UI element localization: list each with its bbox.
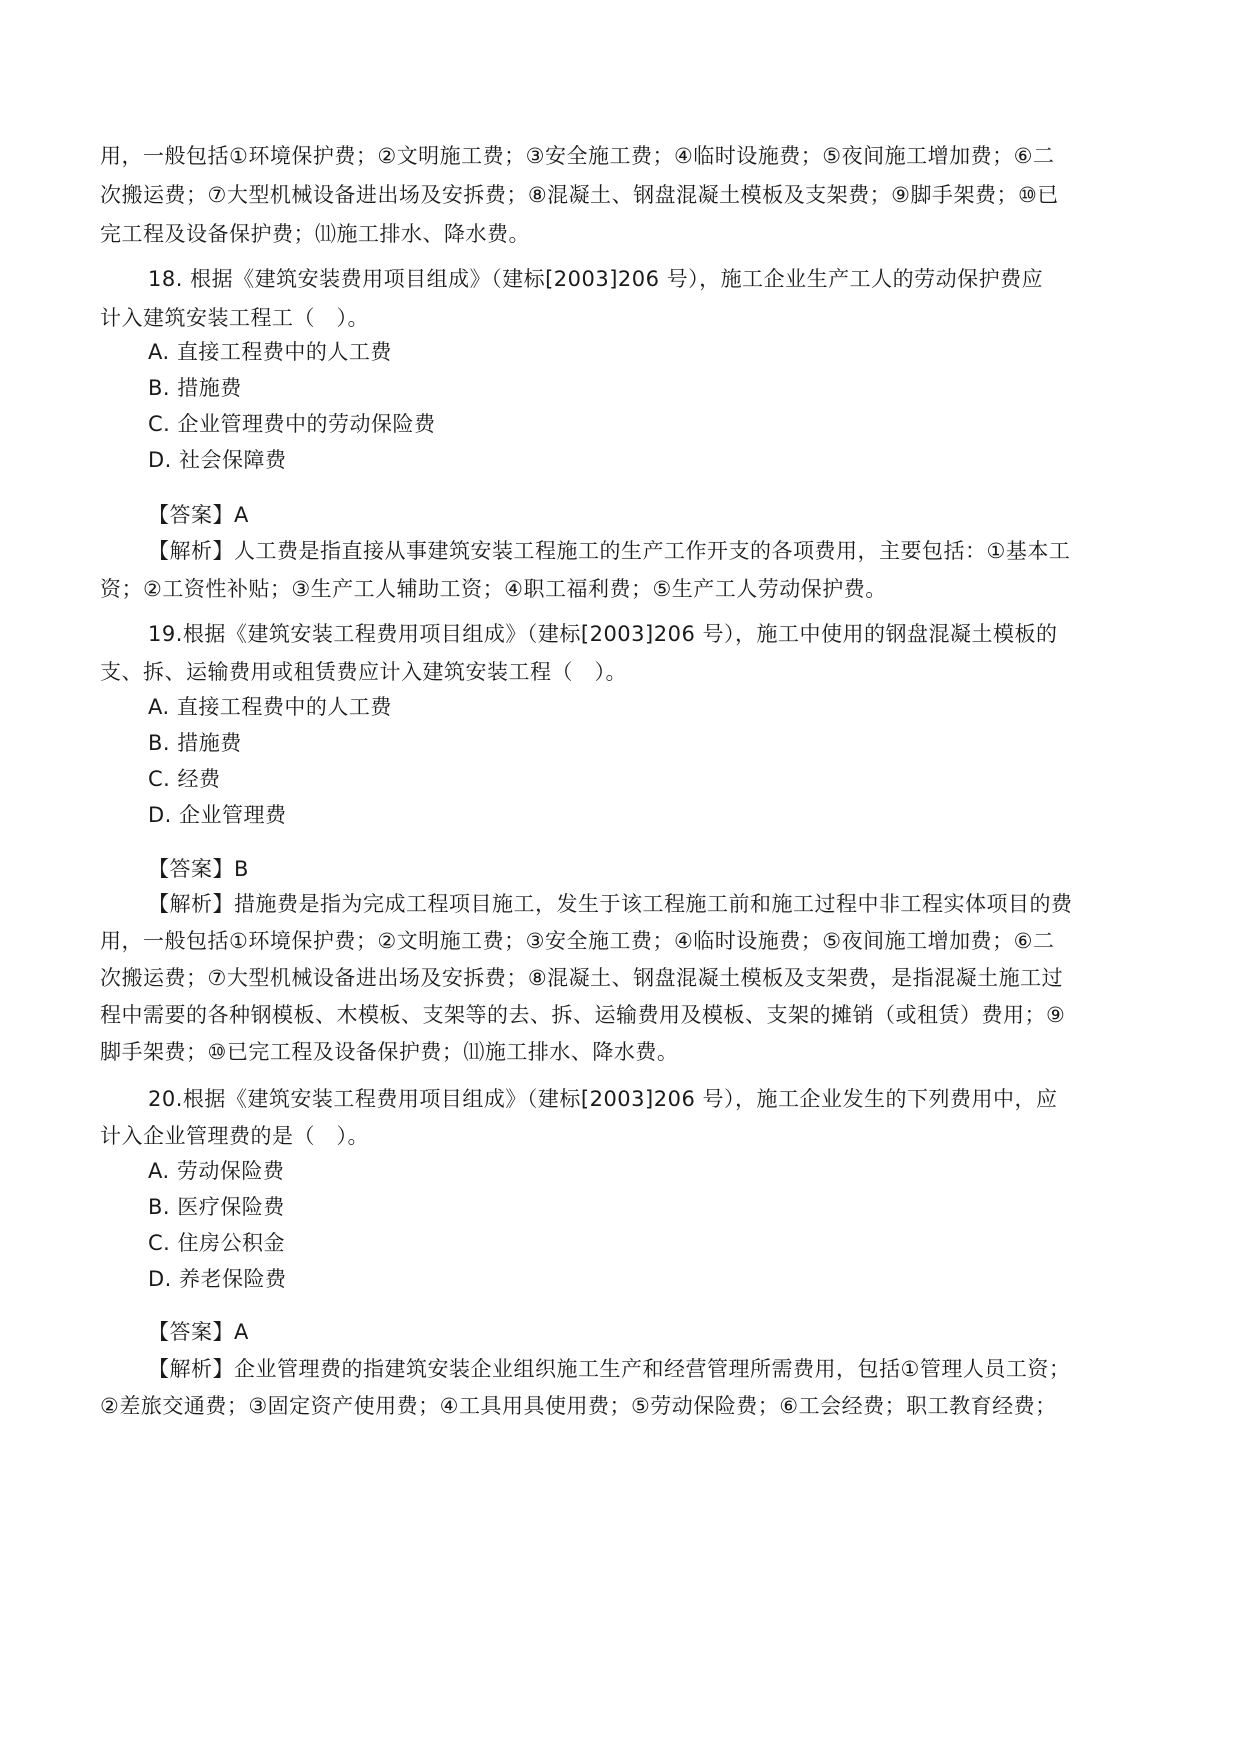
question-20-option-d: D. 养老保险费 xyxy=(148,1267,287,1291)
question-18-answer: 【答案】A xyxy=(148,503,249,527)
question-20-stem: 20.根据《建筑安装工程费用项目组成》（建标[2003]206 号），施工企业发生的下列费用中，应 xyxy=(148,1087,1058,1111)
question-18-stem: 18. 根据《建筑安装费用项目组成》（建标[2003]206 号），施工企业生产工人的劳动保护费应 xyxy=(148,267,1044,291)
question-19-stem: 支、拆、运输费用或租赁费应计入建筑安装工程（ ）。 xyxy=(100,660,627,684)
question-19-analysis: 【解析】措施费是指为完成工程项目施工，发生于该工程施工前和施工过程中非工程实体项目的费 xyxy=(148,892,1073,916)
question-18-option-d: D. 社会保障费 xyxy=(148,448,287,472)
question-18-analysis: 资；②工资性补贴；③生产工人辅助工资；④职工福利费；⑤生产工人劳动保护费。 xyxy=(100,577,887,601)
question-18-analysis: 【解析】人工费是指直接从事建筑安装工程施工的生产工作开支的各项费用，主要包括：①基本工 xyxy=(148,539,1071,563)
question-20-analysis: 【解析】企业管理费的指建筑安装企业组织施工生产和经营管理所需费用，包括①管理人员工资； xyxy=(148,1357,1071,1381)
intro-line: 用，一般包括①环境保护费；②文明施工费；③安全施工费；④临时设施费；⑤夜间施工增加费；⑥二 xyxy=(100,144,1055,168)
question-18-option-b: B. 措施费 xyxy=(148,376,242,400)
question-19-option-d: D. 企业管理费 xyxy=(148,803,287,827)
question-20-analysis: ②差旅交通费；③固定资产使用费；④工具用具使用费；⑤劳动保险费；⑥工会经费；职工教育经费； xyxy=(100,1394,1057,1418)
intro-line: 完工程及设备保护费；⑾施工排水、降水费。 xyxy=(100,222,530,246)
intro-line: 次搬运费；⑦大型机械设备进出场及安拆费；⑧混凝土、钢盘混凝土模板及支架费；⑨脚手架费；⑩已 xyxy=(100,183,1059,207)
question-19-option-c: C. 经费 xyxy=(148,767,221,791)
question-20-answer: 【答案】A xyxy=(148,1320,249,1344)
question-18-stem: 计入建筑安装工程工（ ）。 xyxy=(100,306,369,330)
question-19-analysis: 次搬运费；⑦大型机械设备进出场及安拆费；⑧混凝土、钢盘混凝土模板及支架费，是指混凝土施工过 xyxy=(100,966,1064,990)
question-19-analysis: 脚手架费；⑩已完工程及设备保护费；⑾施工排水、降水费。 xyxy=(100,1040,679,1064)
question-19-stem: 19.根据《建筑安装工程费用项目组成》（建标[2003]206 号），施工中使用的钢盘混凝土模板的 xyxy=(148,622,1058,646)
question-19-option-b: B. 措施费 xyxy=(148,731,242,755)
question-20-option-a: A. 劳动保险费 xyxy=(148,1159,285,1183)
question-19-analysis: 用，一般包括①环境保护费；②文明施工费；③安全施工费；④临时设施费；⑤夜间施工增加费；⑥二 xyxy=(100,929,1055,953)
question-19-answer: 【答案】B xyxy=(148,857,249,881)
question-18-option-c: C. 企业管理费中的劳动保险费 xyxy=(148,412,436,436)
question-19-analysis: 程中需要的各种钢模板、木模板、支架等的去、拆、运输费用及模板、支架的摊销（或租赁）费用；⑨ xyxy=(100,1003,1066,1027)
question-20-option-b: B. 医疗保险费 xyxy=(148,1195,285,1219)
question-18-option-a: A. 直接工程费中的人工费 xyxy=(148,340,392,364)
question-20-stem: 计入企业管理费的是（ ）。 xyxy=(100,1124,369,1148)
question-20-option-c: C. 住房公积金 xyxy=(148,1231,286,1255)
question-19-option-a: A. 直接工程费中的人工费 xyxy=(148,695,392,719)
